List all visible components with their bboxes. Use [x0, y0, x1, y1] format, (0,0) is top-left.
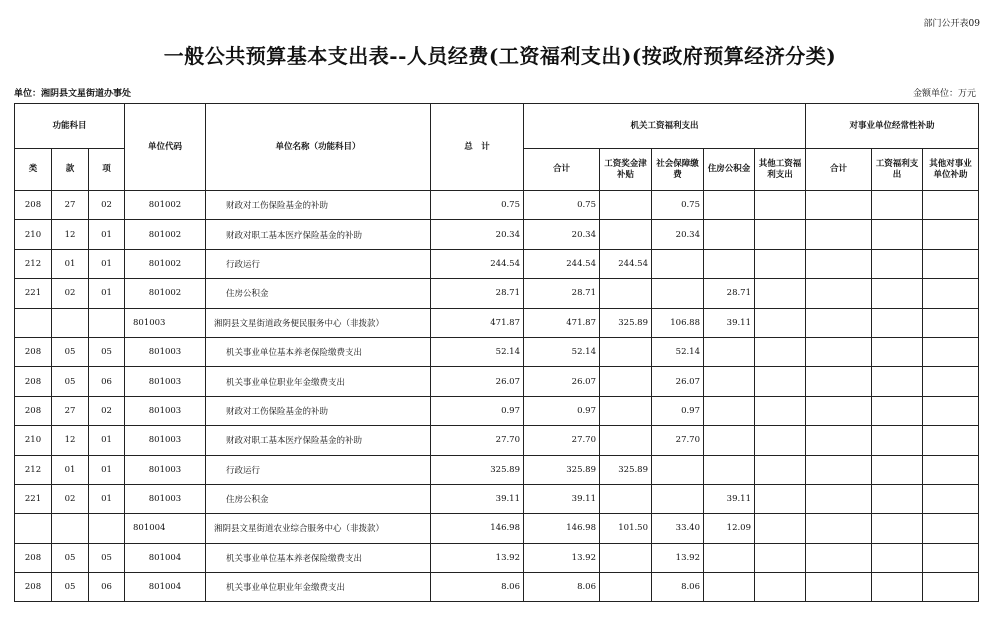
cell-social-security: [652, 484, 704, 513]
cell-org-subtotal: 26.07: [524, 367, 600, 396]
cell-salary-bonus: 101.50: [600, 514, 652, 543]
cell-housing-fund: [704, 573, 755, 602]
cell-salary-bonus: [600, 367, 652, 396]
cell-total: 27.70: [431, 426, 524, 455]
cell-inst-salary: [872, 543, 923, 572]
cell-unit-name: 财政对职工基本医疗保险基金的补助: [206, 426, 431, 455]
cell-housing-fund: [704, 191, 755, 220]
cell-org-subtotal: 52.14: [524, 337, 600, 366]
cell-salary-bonus: [600, 484, 652, 513]
cell-org-subtotal: 471.87: [524, 308, 600, 337]
cell-total: 13.92: [431, 543, 524, 572]
cell-lei: [15, 514, 52, 543]
cell-kuan: [52, 308, 89, 337]
cell-xiang: 06: [89, 367, 125, 396]
cell-inst-subtotal: [806, 337, 872, 366]
cell-social-security: 52.14: [652, 337, 704, 366]
cell-unit-name: 财政对工伤保险基金的补助: [206, 396, 431, 425]
cell-unit-name: 住房公积金: [206, 279, 431, 308]
cell-inst-other: [923, 249, 979, 278]
cell-unit-code: 801002: [125, 191, 206, 220]
cell-inst-salary: [872, 484, 923, 513]
table-row: [15, 396, 979, 425]
cell-kuan: 02: [52, 279, 89, 308]
cell-housing-fund: [704, 396, 755, 425]
cell-total: 52.14: [431, 337, 524, 366]
cell-other-salary: [755, 543, 806, 572]
cell-unit-code: 801003: [125, 426, 206, 455]
cell-kuan: 05: [52, 573, 89, 602]
cell-salary-bonus: 325.89: [600, 455, 652, 484]
cell-unit-code: 801004: [125, 543, 206, 572]
reporting-unit-label: 单位：湘阴县文星街道办事处: [14, 89, 132, 99]
cell-inst-subtotal: [806, 396, 872, 425]
cell-salary-bonus: [600, 191, 652, 220]
cell-total: 28.71: [431, 279, 524, 308]
cell-social-security: 20.34: [652, 220, 704, 249]
cell-kuan: 05: [52, 367, 89, 396]
cell-salary-bonus: [600, 426, 652, 455]
table-row: [15, 514, 979, 543]
cell-unit-name: 行政运行: [206, 455, 431, 484]
cell-inst-salary: [872, 220, 923, 249]
cell-lei: 208: [15, 573, 52, 602]
cell-inst-other: [923, 396, 979, 425]
cell-unit-name: 湘阴县文星街道农业综合服务中心（非拨款）: [206, 514, 431, 543]
cell-other-salary: [755, 191, 806, 220]
cell-salary-bonus: [600, 337, 652, 366]
cell-salary-bonus: [600, 543, 652, 572]
cell-unit-code: 801003: [125, 455, 206, 484]
cell-org-subtotal: 28.71: [524, 279, 600, 308]
table-row: [15, 426, 979, 455]
table-row: [15, 484, 979, 513]
header-salary-bonus: 工资奖金津补贴: [600, 149, 652, 191]
cell-inst-salary: [872, 367, 923, 396]
cell-xiang: 02: [89, 396, 125, 425]
header-inst-other: 其他对事业单位补助: [923, 149, 979, 191]
cell-inst-other: [923, 220, 979, 249]
cell-kuan: 27: [52, 396, 89, 425]
header-org-subtotal: 合计: [524, 149, 600, 191]
header-unit-name: 单位名称（功能科目）: [206, 104, 431, 191]
cell-xiang: 01: [89, 455, 125, 484]
header-unit-code: 单位代码: [125, 104, 206, 191]
cell-org-subtotal: 0.75: [524, 191, 600, 220]
table-body: [15, 191, 979, 602]
cell-inst-subtotal: [806, 191, 872, 220]
cell-other-salary: [755, 455, 806, 484]
cell-salary-bonus: 325.89: [600, 308, 652, 337]
cell-inst-salary: [872, 191, 923, 220]
cell-unit-name: 机关事业单位基本养老保险缴费支出: [206, 543, 431, 572]
cell-total: 471.87: [431, 308, 524, 337]
cell-lei: [15, 308, 52, 337]
cell-social-security: 26.07: [652, 367, 704, 396]
cell-inst-salary: [872, 396, 923, 425]
cell-xiang: 01: [89, 484, 125, 513]
cell-unit-code: 801002: [125, 220, 206, 249]
cell-unit-name: 财政对职工基本医疗保险基金的补助: [206, 220, 431, 249]
cell-xiang: 01: [89, 220, 125, 249]
cell-lei: 221: [15, 279, 52, 308]
cell-inst-subtotal: [806, 543, 872, 572]
cell-kuan: [52, 514, 89, 543]
cell-org-subtotal: 8.06: [524, 573, 600, 602]
cell-other-salary: [755, 308, 806, 337]
cell-inst-subtotal: [806, 249, 872, 278]
cell-unit-name: 机关事业单位职业年金缴费支出: [206, 367, 431, 396]
cell-total: 325.89: [431, 455, 524, 484]
cell-unit-name: 财政对工伤保险基金的补助: [206, 191, 431, 220]
cell-social-security: [652, 455, 704, 484]
cell-total: 8.06: [431, 573, 524, 602]
cell-total: 0.97: [431, 396, 524, 425]
cell-total: 0.75: [431, 191, 524, 220]
header-org-salary: 机关工资福利支出: [524, 104, 806, 149]
cell-kuan: 02: [52, 484, 89, 513]
cell-inst-subtotal: [806, 455, 872, 484]
cell-unit-code: 801004: [125, 514, 206, 543]
cell-social-security: [652, 249, 704, 278]
cell-total: 244.54: [431, 249, 524, 278]
cell-inst-other: [923, 308, 979, 337]
cell-inst-other: [923, 543, 979, 572]
cell-lei: 208: [15, 396, 52, 425]
cell-other-salary: [755, 396, 806, 425]
cell-lei: 212: [15, 249, 52, 278]
cell-unit-code: 801003: [125, 484, 206, 513]
page-title: 一般公共预算基本支出表--人员经费(工资福利支出)(按政府预算经济分类): [163, 44, 837, 68]
cell-other-salary: [755, 220, 806, 249]
cell-social-security: 0.75: [652, 191, 704, 220]
cell-housing-fund: [704, 426, 755, 455]
cell-lei: 208: [15, 191, 52, 220]
cell-social-security: 27.70: [652, 426, 704, 455]
table-row: [15, 249, 979, 278]
cell-xiang: 01: [89, 249, 125, 278]
cell-kuan: 12: [52, 426, 89, 455]
cell-unit-code: 801002: [125, 279, 206, 308]
budget-table: [14, 103, 979, 602]
cell-kuan: 12: [52, 220, 89, 249]
cell-housing-fund: [704, 249, 755, 278]
cell-salary-bonus: [600, 279, 652, 308]
header-inst-subsidy: 对事业单位经常性补助: [806, 104, 979, 149]
cell-salary-bonus: [600, 573, 652, 602]
cell-social-security: 13.92: [652, 543, 704, 572]
cell-unit-code: 801004: [125, 573, 206, 602]
cell-xiang: [89, 308, 125, 337]
cell-total: 146.98: [431, 514, 524, 543]
header-inst-salary: 工资福利支出: [872, 149, 923, 191]
cell-social-security: [652, 279, 704, 308]
cell-other-salary: [755, 426, 806, 455]
cell-xiang: 01: [89, 426, 125, 455]
cell-inst-salary: [872, 514, 923, 543]
cell-org-subtotal: 13.92: [524, 543, 600, 572]
cell-other-salary: [755, 514, 806, 543]
cell-kuan: 27: [52, 191, 89, 220]
cell-housing-fund: 39.11: [704, 484, 755, 513]
cell-lei: 208: [15, 367, 52, 396]
cell-unit-code: 801003: [125, 367, 206, 396]
amount-unit-label: 金额单位：万元: [912, 89, 976, 99]
table-row: [15, 279, 979, 308]
cell-lei: 208: [15, 337, 52, 366]
header-lei: 类: [15, 149, 52, 191]
cell-kuan: 01: [52, 249, 89, 278]
cell-other-salary: [755, 484, 806, 513]
cell-housing-fund: 12.09: [704, 514, 755, 543]
cell-unit-code: 801003: [125, 396, 206, 425]
cell-inst-other: [923, 279, 979, 308]
cell-social-security: 33.40: [652, 514, 704, 543]
table-number-label: 部门公开表09: [923, 19, 980, 29]
cell-inst-subtotal: [806, 279, 872, 308]
cell-inst-salary: [872, 573, 923, 602]
cell-unit-name: 住房公积金: [206, 484, 431, 513]
cell-other-salary: [755, 367, 806, 396]
cell-inst-other: [923, 514, 979, 543]
cell-social-security: 106.88: [652, 308, 704, 337]
cell-xiang: 05: [89, 337, 125, 366]
cell-org-subtotal: 39.11: [524, 484, 600, 513]
cell-org-subtotal: 146.98: [524, 514, 600, 543]
cell-inst-subtotal: [806, 514, 872, 543]
cell-social-security: 8.06: [652, 573, 704, 602]
cell-org-subtotal: 0.97: [524, 396, 600, 425]
cell-inst-subtotal: [806, 484, 872, 513]
cell-inst-subtotal: [806, 426, 872, 455]
cell-xiang: [89, 514, 125, 543]
cell-kuan: 05: [52, 337, 89, 366]
table-row: [15, 220, 979, 249]
header-func-subject: 功能科目: [15, 104, 125, 149]
cell-other-salary: [755, 337, 806, 366]
cell-unit-code: 801003: [125, 337, 206, 366]
cell-salary-bonus: 244.54: [600, 249, 652, 278]
cell-lei: 212: [15, 455, 52, 484]
cell-housing-fund: [704, 337, 755, 366]
table-row: [15, 191, 979, 220]
cell-org-subtotal: 244.54: [524, 249, 600, 278]
header-xiang: 项: [89, 149, 125, 191]
table-row: [15, 308, 979, 337]
cell-inst-other: [923, 191, 979, 220]
cell-other-salary: [755, 249, 806, 278]
cell-inst-other: [923, 426, 979, 455]
cell-inst-salary: [872, 426, 923, 455]
cell-housing-fund: [704, 543, 755, 572]
cell-unit-name: 行政运行: [206, 249, 431, 278]
header-social-security: 社会保障缴费: [652, 149, 704, 191]
cell-lei: 221: [15, 484, 52, 513]
cell-lei: 210: [15, 220, 52, 249]
header-total: 总 计: [431, 104, 524, 191]
cell-kuan: 01: [52, 455, 89, 484]
cell-housing-fund: [704, 367, 755, 396]
cell-inst-subtotal: [806, 573, 872, 602]
cell-inst-subtotal: [806, 220, 872, 249]
cell-inst-salary: [872, 455, 923, 484]
cell-total: 26.07: [431, 367, 524, 396]
cell-lei: 208: [15, 543, 52, 572]
cell-inst-salary: [872, 308, 923, 337]
cell-housing-fund: [704, 455, 755, 484]
cell-unit-name: 机关事业单位基本养老保险缴费支出: [206, 337, 431, 366]
cell-inst-other: [923, 337, 979, 366]
cell-inst-salary: [872, 249, 923, 278]
cell-housing-fund: 39.11: [704, 308, 755, 337]
cell-inst-other: [923, 455, 979, 484]
header-kuan: 款: [52, 149, 89, 191]
cell-xiang: 05: [89, 543, 125, 572]
cell-kuan: 05: [52, 543, 89, 572]
cell-unit-code: 801002: [125, 249, 206, 278]
cell-org-subtotal: 325.89: [524, 455, 600, 484]
cell-inst-other: [923, 484, 979, 513]
cell-housing-fund: 28.71: [704, 279, 755, 308]
table-row: [15, 543, 979, 572]
cell-inst-subtotal: [806, 308, 872, 337]
cell-other-salary: [755, 573, 806, 602]
cell-xiang: 06: [89, 573, 125, 602]
header-other-salary: 其他工资福利支出: [755, 149, 806, 191]
cell-xiang: 01: [89, 279, 125, 308]
cell-other-salary: [755, 279, 806, 308]
cell-unit-code: 801003: [125, 308, 206, 337]
cell-total: 39.11: [431, 484, 524, 513]
header-inst-subtotal: 合计: [806, 149, 872, 191]
cell-unit-name: 湘阴县文星街道政务便民服务中心（非拨款）: [206, 308, 431, 337]
cell-inst-salary: [872, 337, 923, 366]
cell-salary-bonus: [600, 220, 652, 249]
cell-inst-subtotal: [806, 367, 872, 396]
cell-lei: 210: [15, 426, 52, 455]
table-row: [15, 367, 979, 396]
table-row: [15, 573, 979, 602]
cell-inst-other: [923, 367, 979, 396]
cell-org-subtotal: 20.34: [524, 220, 600, 249]
cell-unit-name: 机关事业单位职业年金缴费支出: [206, 573, 431, 602]
cell-org-subtotal: 27.70: [524, 426, 600, 455]
table-row: [15, 337, 979, 366]
cell-housing-fund: [704, 220, 755, 249]
cell-total: 20.34: [431, 220, 524, 249]
cell-xiang: 02: [89, 191, 125, 220]
cell-social-security: 0.97: [652, 396, 704, 425]
header-housing-fund: 住房公积金: [704, 149, 755, 191]
table-row: [15, 455, 979, 484]
cell-salary-bonus: [600, 396, 652, 425]
cell-inst-other: [923, 573, 979, 602]
cell-inst-salary: [872, 279, 923, 308]
